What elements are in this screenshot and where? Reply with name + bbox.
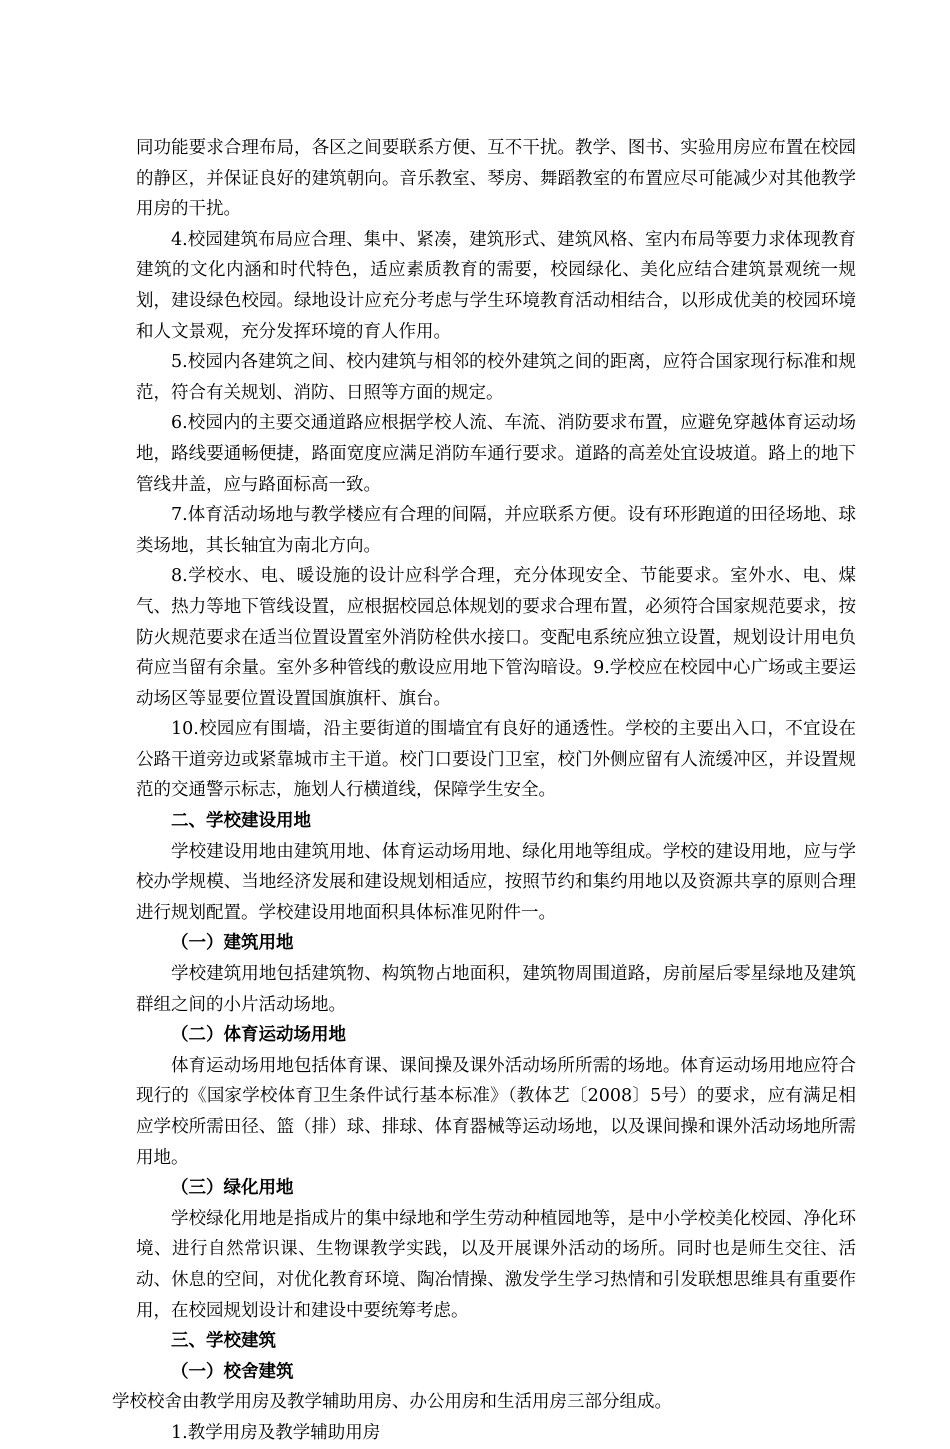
subheading-building-land: （一）建筑用地 bbox=[171, 933, 294, 954]
paragraph-item-10: 10.校园应有围墙，沿主要街道的围墙宜有良好的通透性。学校的主要出入口，不宜设在公路干道旁边或紧靠城市主干道。校门口要设门卫室，校门外侧应留有人流缓冲区，并设置规范的交通警示标志，施划人行横道线，保障学生安全。 bbox=[136, 719, 856, 801]
paragraph-item-8: 8.学校水、电、暖设施的设计应科学合理，充分体现安全、节能要求。室外水、电、煤气、热力等地下管线设置，应根据校园总体规划的要求合理布置，必须符合国家规范要求，按防火规范要求在适当位置设置室外消防栓供水接口。变配电系统应独立设置，规划设计用电负荷应当留有余量。室外多种管线的敷设应用地下管沟暗设。9.学校应在校园中心广场或主要运动场区等显要位置设置国旗旗杆、旗台。 bbox=[136, 566, 856, 709]
paragraph-building-land: 学校建筑用地包括建筑物、构筑物占地面积，建筑物周围道路，房前屋后零星绿地及建筑群组之间的小片活动场地。 bbox=[136, 964, 856, 1015]
paragraph-teaching-rooms: 1.教学用房及教学辅助用房 bbox=[171, 1422, 381, 1443]
section-heading-3: 三、学校建筑 bbox=[171, 1331, 276, 1352]
section-heading-2: 二、学校建设用地 bbox=[171, 811, 311, 832]
subheading-sports-land: （二）体育运动场用地 bbox=[171, 1025, 346, 1046]
paragraph-land-intro: 学校建设用地由建筑用地、体育运动场用地、绿化用地等组成。学校的建设用地，应与学校办学规模、当地经济发展和建设规划相适应，按照节约和集约用地以及资源共享的原则合理进行规划配置。学校建设用地面积具体标准见附件一。 bbox=[136, 841, 856, 923]
paragraph-sports-land: 体育运动场用地包括体育课、课间操及课外活动场所所需的场地。体育运动场用地应符合现行的《国家学校体育卫生条件试行基本标准》（教体艺〔2008〕5号）的要求，应有满足相应学校所需田径、篮（排）球、排球、体育器械等运动场地，以及课间操和课外活动场地所需用地。 bbox=[136, 1055, 856, 1168]
paragraph-item-7: 7.体育活动场地与教学楼应有合理的间隔，并应联系方便。设有环形跑道的田径场地、球类场地，其长轴宜为南北方向。 bbox=[136, 505, 856, 556]
subheading-school-buildings: （一）校舍建筑 bbox=[171, 1361, 294, 1382]
paragraph-item-6: 6.校园内的主要交通道路应根据学校人流、车流、消防要求布置，应避免穿越体育运动场地，路线要通畅便捷，路面宽度应满足消防车通行要求。道路的高差处宜设坡道。路上的地下管线井盖，应与路面标高一致。 bbox=[136, 413, 856, 495]
paragraph-school-buildings: 学校校舍由教学用房及教学辅助用房、办公用房和生活用房三部分组成。 bbox=[112, 1392, 672, 1413]
paragraph-item-5: 5.校园内各建筑之间、校内建筑与相邻的校外建筑之间的距离，应符合国家现行标准和规范，符合有关规划、消防、日照等方面的规定。 bbox=[136, 352, 856, 403]
subheading-green-land: （三）绿化用地 bbox=[171, 1178, 294, 1199]
paragraph-green-land: 学校绿化用地是指成片的集中绿地和学生劳动种植园地等，是中小学校美化校园、净化环境、进行自然常识课、生物课教学实践，以及开展课外活动的场所。同时也是师生交往、活动、休息的空间，对优化教育环境、陶冶情操、激发学生学习热情和引发联想思维具有重要作用，在校园规划设计和建设中要统筹考虑。 bbox=[136, 1208, 856, 1321]
document-body bbox=[112, 133, 856, 1449]
paragraph-item-4: 4.校园建筑布局应合理、集中、紧凑，建筑形式、建筑风格、室内布局等要力求体现教育建筑的文化内涵和时代特色，适应素质教育的需要，校园绿化、美化应结合建筑景观统一规划，建设绿色校园。绿地设计应充分考虑与学生环境教育活动相结合，以形成优美的校园环境和人文景观，充分发挥环境的育人作用。 bbox=[136, 229, 856, 342]
paragraph-1: 同功能要求合理布局，各区之间要联系方便、互不干扰。教学、图书、实验用房应布置在校园的静区，并保证良好的建筑朝向。音乐教室、琴房、舞蹈教室的布置应尽可能减少对其他教学用房的干扰。 bbox=[136, 138, 856, 220]
